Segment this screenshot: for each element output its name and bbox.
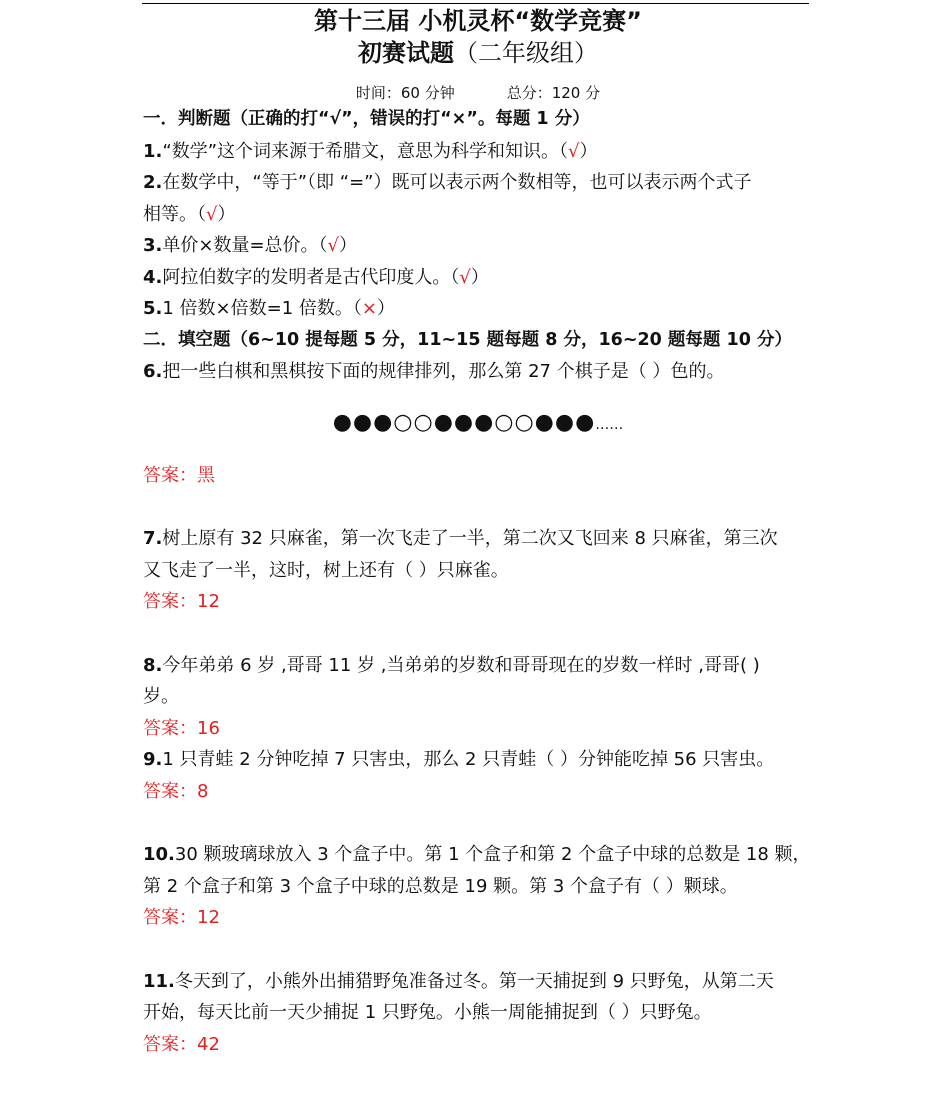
q2-mark: √: [206, 203, 218, 225]
q5-number: 5.: [143, 298, 163, 319]
q2-text-b: 相等。（: [143, 203, 206, 225]
q1-mark: √: [568, 140, 580, 162]
spacer: [143, 618, 813, 650]
q8-number: 8.: [143, 654, 163, 676]
q7-number: 7.: [143, 528, 163, 549]
q1-number: 1.: [143, 140, 163, 162]
question-9: [143, 744, 813, 776]
question-8-line2: 岁。: [143, 686, 179, 707]
top-rule: [142, 3, 809, 4]
question-3: [143, 230, 813, 262]
spacer: [143, 934, 813, 966]
q4-text: 阿拉伯数字的发明者是古代印度人。（: [162, 266, 460, 288]
q4-close: ）: [470, 266, 489, 288]
question-10-line2: 第 2 个盒子和第 3 个盒子中球的总数是 19 颗。第 3 个盒子有（ ）颗球。: [143, 875, 738, 897]
question-6: [143, 356, 813, 388]
exam-page: [143, 6, 813, 1060]
q3-close: ）: [339, 235, 358, 256]
question-2-line2: [143, 199, 813, 231]
exam-title: 第十三届 小机灵杯“数学竞赛”: [314, 7, 642, 35]
q9-number: 9.: [143, 749, 163, 770]
question-5: [143, 293, 813, 325]
question-10-line1: [143, 839, 813, 871]
question-4: [143, 262, 813, 294]
q11-text-a: 冬天到了，小熊外出捕猎野兔准备过冬。第一天捕捉到 9 只野兔，从第二天: [174, 970, 774, 992]
q11-number: 11.: [143, 970, 175, 992]
bead-ellipsis: ……: [595, 416, 624, 433]
exam-time: 时间：60 分钟: [355, 84, 455, 102]
question-1: [143, 136, 813, 168]
q4-mark: √: [459, 266, 471, 288]
spacer: [143, 491, 813, 523]
q2-text-a: 在数学中，“等于”（即 “=”）既可以表示两个数相等，也可以表示两个式子: [162, 172, 752, 193]
q3-text: 单价×数量=总价。（: [162, 235, 328, 256]
q3-mark: √: [327, 235, 340, 256]
spacer: [143, 807, 813, 839]
q10-text-a: 30 颗玻璃球放入 3 个盒子中。第 1 个盒子和第 2 个盒子中球的总数是 18 颗，: [174, 844, 811, 865]
q1-close: ）: [579, 140, 598, 162]
q1-text: “数学”这个词来源于希腊文，意思为科学和知识。（: [162, 140, 569, 162]
q11-answer: 答案：42: [143, 1033, 220, 1055]
q8-answer: 答案：16: [143, 717, 220, 739]
question-11-line2: 开始，每天比前一天少捕捉 1 只野兔。小熊一周能捕捉到（ ）只野兔。: [143, 1002, 712, 1023]
question-7-line1: [143, 523, 813, 555]
q6-text: 把一些白棋和黑棋按下面的规律排列，那么第 27 个棋子是（ ）色的。: [162, 361, 725, 382]
q10-number: 10.: [143, 844, 175, 865]
subtitle-bold: 初赛试题: [358, 39, 454, 67]
q7-answer: 答案：12: [143, 591, 220, 612]
q7-text-a: 树上原有 32 只麻雀，第一次飞走了一半，第二次又飞回来 8 只麻雀，第三次: [162, 528, 778, 549]
q2-number: 2.: [143, 172, 163, 193]
q2-close: ）: [217, 203, 236, 225]
subtitle-grade: （二年级组）: [454, 39, 598, 67]
section2-heading: 二．填空题（6~10 提每题 5 分，11~15 题每题 8 分，16~20 题每题 10 分）: [143, 329, 792, 350]
question-11-line1: [143, 966, 813, 998]
section1-heading: 一．判断题（正确的打“√”，错误的打“×”。每题 1 分）: [143, 109, 590, 129]
q5-mark: ×: [361, 298, 377, 319]
q3-number: 3.: [143, 235, 163, 256]
q9-text: 1 只青蛙 2 分钟吃掉 7 只害虫，那么 2 只青蛙（ ）分钟能吃掉 56 只害虫。: [162, 749, 775, 770]
exam-meta: [143, 82, 813, 104]
q6-answer: 答案：黑: [143, 464, 215, 486]
q5-close: ）: [376, 298, 395, 319]
q5-text: 1 倍数×倍数=1 倍数。（: [162, 298, 362, 319]
bead-pattern: [143, 408, 813, 440]
exam-subtitle: [143, 36, 813, 70]
q8-text-a: 今年弟弟 6 岁 ,哥哥 11 岁 ,当弟弟的岁数和哥哥现在的岁数一样时 ,哥哥( ): [162, 654, 760, 676]
question-8-line1: [143, 650, 813, 682]
q9-answer: 答案：8: [143, 780, 209, 802]
question-7-line2: 又飞走了一半，这时，树上还有（ ）只麻雀。: [143, 559, 509, 581]
q6-number: 6.: [143, 361, 163, 382]
q10-answer: 答案：12: [143, 907, 220, 928]
q4-number: 4.: [143, 266, 163, 288]
exam-total: 总分：120 分: [506, 84, 601, 102]
bead-sequence: ●●●○○●●●○○●●●: [332, 409, 596, 435]
question-2-line1: [143, 167, 813, 199]
